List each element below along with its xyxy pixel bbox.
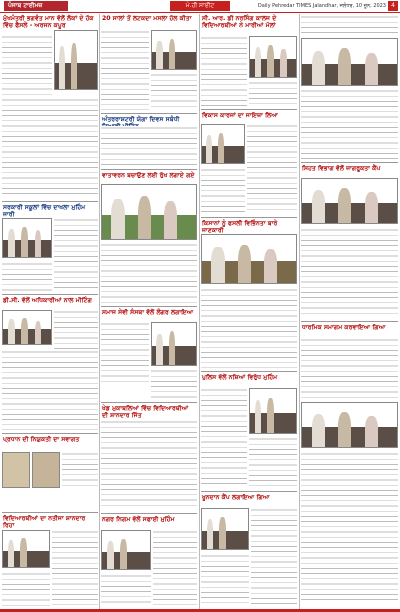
divider (201, 491, 297, 492)
headline: ਵਾਤਾਵਰਨ ਬਚਾਉਣ ਲਈ ਰੁੱਖ ਲਗਾਏ ਗਏ (102, 172, 195, 179)
headline: ਨਗਰ ਨਿਗਮ ਵੱਲੋਂ ਸਫਾਈ ਮੁਹਿੰਮ (102, 516, 175, 523)
article-body (301, 89, 398, 159)
article (201, 374, 297, 383)
article-body (301, 15, 398, 35)
article-body (201, 554, 249, 606)
date-line: Daily Pehredar TIMES Jalandhar, ਜਲੰਧਰ, 10 ਜੂਨ, 2023 (257, 3, 386, 9)
article-body (301, 338, 398, 398)
article (2, 436, 98, 445)
article (101, 309, 197, 318)
article (101, 172, 197, 181)
article-body (301, 452, 398, 602)
article (301, 165, 398, 174)
article (101, 516, 197, 525)
article (201, 494, 297, 503)
article-body (249, 437, 297, 488)
divider (2, 512, 98, 513)
page-number: 4 (388, 1, 398, 11)
news-photo (151, 30, 197, 70)
headline: ਡੀ.ਸੀ. ਵੱਲੋਂ ਅਧਿਕਾਰੀਆਂ ਨਾਲ ਮੀਟਿੰਗ (3, 297, 92, 304)
divider (201, 217, 297, 218)
article-body (101, 126, 197, 166)
article-body (201, 388, 247, 488)
headline: ਸਿਹਤ ਵਿਭਾਗ ਵੱਲੋਂ ਜਾਗਰੂਕਤਾ ਕੈਂਪ (302, 165, 381, 172)
divider (201, 371, 297, 372)
headline: ਖੇਡ ਮੁਕਾਬਲਿਆਂ ਵਿੱਚ ਵਿਦਿਆਰਥੀਆਂ ਦੀ ਸ਼ਾਨਦਾਰ ਜਿੱਤ (102, 405, 189, 419)
news-photo (101, 530, 151, 570)
news-photo (201, 234, 297, 284)
article-body (151, 369, 197, 399)
news-photo (301, 178, 398, 224)
divider (101, 402, 197, 403)
article-body (62, 452, 98, 488)
article-body (201, 288, 297, 368)
news-photo (2, 218, 52, 258)
article (2, 297, 98, 306)
article-body (201, 36, 247, 106)
headline: ਸੀ. ਆਰ. ਡੀ ਨਰਸਿੰਗ ਕਾਲਜ ਦੇ ਵਿਦਿਆਰਥੀਆਂ ਨੇ ਮਾਰੀਆਂ ਮੱਲਾਂ (202, 15, 277, 29)
headline: ਅੰਤਰਰਾਸ਼ਟਰੀ ਯੋਗਾ ਦਿਵਸ ਸਬੰਧੀ (102, 116, 180, 123)
column-separator (99, 14, 100, 610)
headline: ਸਮਾਜ ਸੇਵੀ ਸੰਸਥਾ ਵੱਲੋਂ ਲੰਗਰ ਲਗਾਇਆ (102, 309, 194, 316)
headline: ਪ੍ਰਧਾਨ ਦੀ ਨਿਯੁਕਤੀ ਦਾ ਸਵਾਗਤ (3, 436, 80, 443)
headline: ਸਰਕਾਰੀ ਸਕੂਲਾਂ ਵਿੱਚ ਦਾਖਲਾ ਮੁਹਿੰਮ ਜਾਰੀ (3, 204, 86, 218)
article-body (101, 420, 197, 510)
news-photo (201, 508, 249, 550)
article (301, 324, 398, 333)
divider (201, 109, 297, 110)
divider (2, 433, 98, 434)
article (201, 112, 297, 121)
article-body (101, 243, 197, 303)
news-photo (54, 30, 98, 90)
article-body (2, 98, 98, 198)
headline: ਪੁਲਿਸ ਵੱਲੋਂ ਨਸ਼ਿਆਂ ਵਿਰੁੱਧ ਮੁਹਿੰਮ (202, 374, 278, 381)
article (101, 15, 197, 24)
divider (2, 201, 98, 202)
article-body (2, 262, 52, 292)
divider (101, 306, 197, 307)
article-body (54, 218, 98, 288)
divider (101, 113, 197, 114)
article-body (2, 35, 52, 95)
article-body (52, 530, 98, 606)
article-body (101, 322, 149, 382)
article-body (2, 572, 50, 606)
headline: ਖੂਨਦਾਨ ਕੈਂਪ ਲਗਾਇਆ ਗਿਆ (202, 494, 270, 501)
article-body (101, 574, 151, 606)
headline: 20 ਸਾਲਾਂ ਤੋਂ ਲਟਕਦਾ ਮਸਲਾ ਹੱਲ ਕੀਤਾ (102, 15, 192, 22)
portrait-photo (32, 452, 60, 488)
column-separator (199, 14, 200, 610)
divider (101, 513, 197, 514)
divider (101, 169, 197, 170)
headline: ਵਿਕਾਸ ਕਾਰਜਾਂ ਦਾ ਜਾਇਜ਼ਾ ਲਿਆ (202, 112, 278, 119)
article-body (101, 30, 149, 110)
headline: ਧਾਰਮਿਕ ਸਮਾਗਮ ਕਰਵਾਇਆ ਗਿਆ (302, 324, 386, 331)
news-photo (2, 310, 52, 345)
headline: ਮੁੱਖਮੰਤਰੀ ਭਗਵੰਤ ਮਾਨ ਵੱਲੋਂ ਲੋਕਾਂ ਦੇ ਹੱਕ ਵਿੱਚ ਫੈਸਲੇ - ਅਰਜਨ ਕਪੂਰ (3, 15, 94, 29)
article-body (247, 124, 297, 214)
article (101, 405, 197, 421)
article-body (301, 228, 398, 318)
section-label: ਪੰਜਾਬ ਟਾਈਮਜ਼ (4, 1, 68, 11)
article (201, 15, 297, 31)
news-photo (301, 38, 398, 86)
news-photo (249, 388, 297, 434)
news-photo (2, 530, 50, 568)
news-photo (201, 124, 245, 164)
news-photo (301, 402, 398, 448)
masthead-rule (0, 12, 400, 13)
portrait-photo (2, 452, 30, 488)
headline: ਕਿਸਾਨਾਂ ਨੂੰ ਫਸਲੀ ਵਿਭਿੰਨਤਾ ਬਾਰੇ ਜਾਣਕਾਰੀ (202, 220, 278, 234)
article-body (2, 350, 98, 430)
article (2, 515, 98, 531)
center-label: ਮੇ.ਹੀ ਸਾਈਟ (170, 1, 230, 11)
masthead (0, 0, 400, 12)
article-body (201, 168, 245, 214)
column-separator (299, 14, 300, 610)
news-photo (101, 184, 197, 240)
article-body (251, 508, 297, 606)
headline: ਵਿਦਿਆਰਥੀਆਂ ਦਾ ਨਤੀਜਾ ਸ਼ਾਨਦਾਰ ਰਿਹਾ (3, 515, 86, 529)
article-body (151, 73, 197, 110)
divider (2, 294, 98, 295)
divider (301, 162, 398, 163)
article-body (153, 530, 197, 606)
news-photo (249, 36, 297, 78)
article-body (249, 81, 297, 106)
divider (301, 321, 398, 322)
news-photo (151, 322, 197, 366)
